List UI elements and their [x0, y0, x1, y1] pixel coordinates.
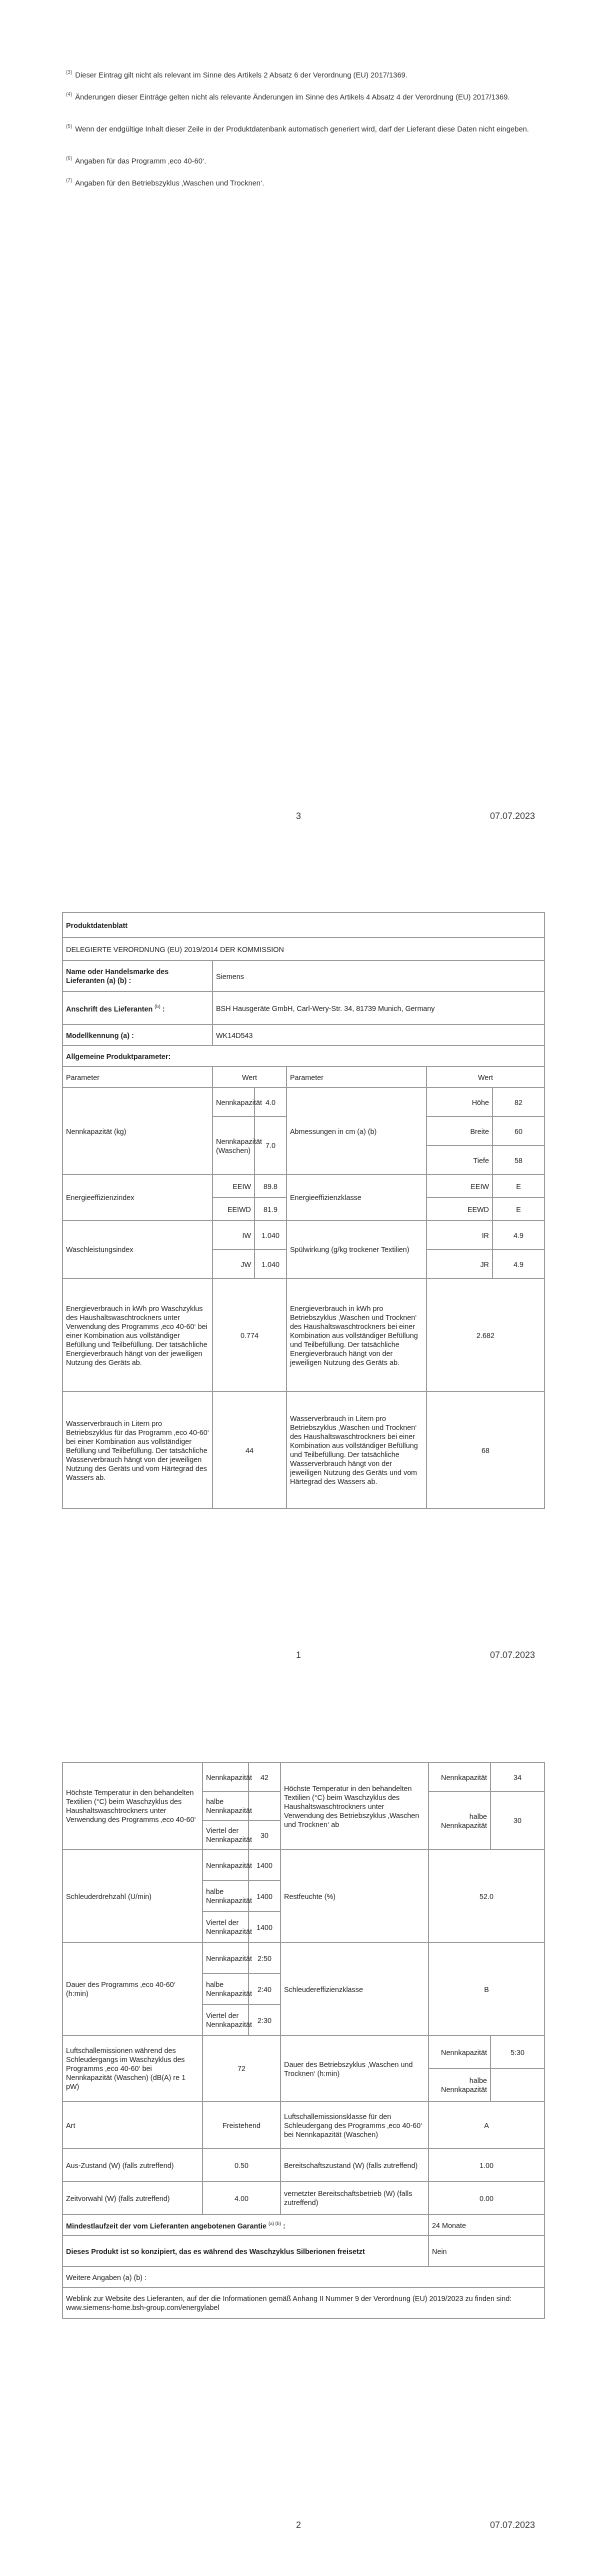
spin-rated-label: Nennkapazität [203, 1850, 249, 1881]
capacity-wash-label: Nennkapazität [213, 1088, 255, 1117]
footnote-number: (7) [66, 178, 73, 184]
energy-wash-label: Energieverbrauch in kWh pro Waschzyklus des Haushaltswaschtrockners unter Verwendung des Programms ‚eco 40-60‘ bei einer Kombination aus vollständiger Befüllung und Teilbefüllung. Der tatsächliche Energieverbrauch hängt von der jeweiligen Nutzung des Geräts ab. [63, 1279, 213, 1392]
footnote-3 [66, 68, 536, 80]
temp-wash-rated-label: Nennkapazität [203, 1763, 249, 1792]
eeiwd-label: EEIWD [213, 1198, 255, 1221]
temp-wash-half-value [249, 1792, 281, 1821]
ir-label: IR [427, 1221, 493, 1250]
model-row [63, 1025, 545, 1046]
eec-w-value: E [493, 1175, 545, 1198]
footnote-number: (3) [66, 70, 73, 76]
footnote-6 [66, 154, 536, 166]
col-param-2: Parameter [287, 1067, 427, 1088]
silver-ions-label: Dieses Produkt ist so konzipiert, das es während des Waschzyklus Silberionen freisetzt [63, 2236, 429, 2267]
col-value-2: Wert [427, 1067, 545, 1088]
warranty-label-text: Mindestlaufzeit der vom Lieferanten angebotenen Garantie [66, 2221, 267, 2231]
model-value: WK14D543 [213, 1025, 545, 1046]
temp-wd-rated-label: Nennkapazität [429, 1763, 491, 1792]
moisture-unit: (%) [324, 1891, 336, 1901]
networked-standby-value: 0.00 [429, 2182, 545, 2215]
capacity-wash-value: 4.0 [255, 1088, 287, 1117]
jr-label: JR [427, 1250, 493, 1279]
type-row [63, 2102, 545, 2149]
general-params-heading: Allgemeine Produktparameter: [63, 1046, 545, 1067]
noise-value: 72 [203, 2036, 281, 2102]
footnote-text: Änderungen dieser Einträge gelten nicht als relevante Änderungen im Sinne des Artikels 4 Absatz 4 der Verordnung (EU) 2017/1369. [75, 92, 510, 102]
page-product-sheet-continued [0, 1700, 603, 2560]
spin-quarter-label: Viertel der Nennkapazität [203, 1912, 249, 1943]
capacity-wd-label: Nennkapazität (Waschen) [213, 1117, 255, 1175]
standby-label: Bereitschaftszustand (W) (falls zutreffend) [281, 2149, 429, 2182]
moisture-label [281, 1850, 429, 1943]
dimensions-label: Abmessungen in cm (a) (b) [287, 1088, 427, 1175]
silver-ions-row [63, 2236, 545, 2267]
warranty-value: 24 Monate [429, 2215, 545, 2236]
capacity-wd-value: 7.0 [255, 1117, 287, 1175]
footnote-5 [66, 122, 536, 134]
delay-row [63, 2182, 545, 2215]
depth-label: Tiefe [427, 1146, 493, 1175]
delay-start-value: 4.00 [203, 2182, 281, 2215]
depth-value: 58 [493, 1146, 545, 1175]
page-product-sheet [0, 850, 603, 1700]
silver-ions-value: Nein [429, 2236, 545, 2267]
noise-label: Luftschallemissionen während des Schleudergangs im Waschzyklus des Programms ‚eco 40-60‘ bei Nennkapazität (Waschen) (dB(A) re 1 pW) [63, 2036, 203, 2102]
water-wash-label: Wasserverbrauch in Litern pro Betriebszyklus für das Programm ‚eco 40-60‘ bei einer Kombination aus vollständiger Befüllung und Teilbefüllung. Der tatsächliche Wasserverbrauch hängt von der jeweiligen Nutzung des Geräts und vom Härtegrad des Wassers ab. [63, 1392, 213, 1509]
sheet-title: Produktdatenblatt [63, 913, 545, 938]
footnote-number: (6) [66, 156, 73, 162]
spin-class-value: B [429, 1943, 545, 2036]
water-row [63, 1392, 545, 1509]
jw-value: 1.040 [255, 1250, 287, 1279]
duration-quarter-label: Viertel der Nennkapazität [203, 2005, 249, 2036]
type-value: Freistehend [203, 2102, 281, 2149]
jw-label: JW [213, 1250, 255, 1279]
width-label: Breite [427, 1117, 493, 1146]
title-row [63, 913, 545, 938]
address-row [63, 992, 545, 1025]
spin-unit: (U/min) [127, 1891, 152, 1901]
temp-wd-half-value: 30 [491, 1792, 545, 1850]
address-value: BSH Hausgeräte GmbH, Carl-Wery-Str. 34, 81739 Munich, Germany [213, 992, 545, 1025]
energy-row [63, 1279, 545, 1392]
capacity-row [63, 1088, 545, 1117]
address-label-text: Anschrift des Lieferanten [66, 1004, 153, 1014]
height-value: 82 [493, 1088, 545, 1117]
energy-wd-label: Energieverbrauch in kWh pro Betriebszyklus ‚Waschen und Trocknen‘ des Haushaltswaschtrockners bei einer Kombination aus vollständiger Befüllung und Teilbefüllung. Der tatsächliche Energieverbrauch hängt von der jeweiligen Nutzung des Geräts ab. [287, 1279, 427, 1392]
duration-wd-rated-label: Nennkapazität [429, 2036, 491, 2069]
eec-wd-label: EEWD [427, 1198, 493, 1221]
footnote-7 [66, 176, 536, 188]
duration-half-value: 2:40 [249, 1974, 281, 2005]
noise-row [63, 2036, 545, 2069]
off-mode-label: Aus-Zustand (W) (falls zutreffend) [63, 2149, 203, 2182]
spin-label [63, 1850, 203, 1943]
weblink-text: Weblink zur Website des Lieferanten, auf der die Informationen gemäß Anhang II Nummer 9 der Verordnung (EU) 2019/2023 zu finden sind: www.siemens-home.bsh-group.com/energylabel [63, 2288, 545, 2319]
temp-wash-quarter-label: Viertel der Nennkapazität [203, 1821, 249, 1850]
duration-wd-label: Dauer des Betriebszyklus ‚Waschen und Trocknen‘ (h:min) [281, 2036, 429, 2102]
wei-row [63, 1221, 545, 1250]
eec-w-label: EEIW [427, 1175, 493, 1198]
energy-wash-value: 0.774 [213, 1279, 287, 1392]
supplier-row [63, 961, 545, 992]
temp-wd-rated-value: 34 [491, 1763, 545, 1792]
eei-label: Energieeffizienzindex [63, 1175, 213, 1221]
product-data-table [62, 912, 545, 1509]
eeiwd-value: 81.9 [255, 1198, 287, 1221]
header-row [63, 1067, 545, 1088]
duration-row [63, 1943, 545, 1974]
further-info-row [63, 2267, 545, 2288]
supplier-label: Name oder Handelsmarke des Lieferanten (a) (b) : [63, 961, 213, 992]
eeiw-value: 89.8 [255, 1175, 287, 1198]
water-wd-label: Wasserverbrauch in Litern pro Betriebszyklus ‚Waschen und Trocknen‘ des Haushaltswaschtrockners bei einer Kombination aus vollständiger Befüllung und Teilbefüllung. Der tatsächliche Wasserverbrauch hängt von der jeweiligen Nutzung des Geräts und vom Härtegrad des Wassers ab. [287, 1392, 427, 1509]
water-wash-value: 44 [213, 1392, 287, 1509]
temp-wd-half-label: halbe Nennkapazität [429, 1792, 491, 1850]
eec-label: Energieeffizienzklasse [287, 1175, 427, 1221]
iw-label: IW [213, 1221, 255, 1250]
temp-wash-label: Höchste Temperatur in den behandelten Textilien (°C) beim Waschzyklus des Haushaltswaschtrockners unter Verwendung des Programms ‚eco 40-60‘ [63, 1763, 203, 1850]
temp-wash-rated-value: 42 [249, 1763, 281, 1792]
iw-value: 1.040 [255, 1221, 287, 1250]
regulation-row [63, 938, 545, 961]
page-date: 07.07.2023 [490, 2520, 536, 2530]
footnote-number: (4) [66, 92, 73, 98]
page-footnotes [0, 0, 603, 850]
height-label: Höhe [427, 1088, 493, 1117]
warranty-row [63, 2215, 545, 2236]
jr-value: 4.9 [493, 1250, 545, 1279]
duration-wd-rated-value: 5:30 [491, 2036, 545, 2069]
model-label: Modellkennung (a) : [63, 1025, 213, 1046]
temp-wd-label: Höchste Temperatur in den behandelten Textilien (°C) beim Waschzyklus des Haushaltswaschtrockners unter Verwendung des Betriebszyklus ‚Waschen und Trocknen‘ ab [281, 1763, 429, 1850]
type-label: Art [63, 2102, 203, 2149]
regulation-text: DELEGIERTE VERORDNUNG (EU) 2019/2014 DER KOMMISSION [63, 938, 545, 961]
networked-standby-label: vernetzter Bereitschaftsbetrieb (W) (falls zutreffend) [281, 2182, 429, 2215]
spin-label-text: Schleuderdrehzahl [66, 1891, 126, 1901]
page-number: 2 [296, 2520, 302, 2530]
temp-wash-quarter-value: 30 [249, 1821, 281, 1850]
moisture-label-text: Restfeuchte [284, 1891, 323, 1901]
standby-value: 1.00 [429, 2149, 545, 2182]
col-value-1: Wert [213, 1067, 287, 1088]
wei-label: Waschleistungsindex [63, 1221, 213, 1279]
footnote-text: Dieser Eintrag gilt nicht als relevant im Sinne des Artikels 2 Absatz 6 der Verordnung (EU) 2017/1369. [75, 70, 408, 80]
page-number: 3 [296, 811, 302, 821]
noise-class-label: Luftschallemissionsklasse für den Schleudergang des Programms ‚eco 40-60‘ bei Nennkapazität (Waschen) [281, 2102, 429, 2149]
eei-row [63, 1175, 545, 1198]
spin-half-label: halbe Nennkapazität [203, 1881, 249, 1912]
footnote-text: Angaben für den Betriebszyklus ‚Waschen und Trocknen‘. [75, 178, 265, 188]
ir-value: 4.9 [493, 1221, 545, 1250]
duration-quarter-value: 2:30 [249, 2005, 281, 2036]
temp-wash-half-label: halbe Nennkapazität [203, 1792, 249, 1821]
page-number: 1 [296, 1650, 302, 1660]
temp-row [63, 1763, 545, 1792]
duration-half-label: halbe Nennkapazität [203, 1974, 249, 2005]
off-mode-value: 0.50 [203, 2149, 281, 2182]
delay-start-label: Zeitvorwahl (W) (falls zutreffend) [63, 2182, 203, 2215]
eeiw-label: EEIW [213, 1175, 255, 1198]
address-sup: (b) [154, 1004, 161, 1010]
capacity-label: Nennkapazität (kg) [63, 1088, 213, 1175]
duration-wd-half-value [491, 2069, 545, 2102]
spin-quarter-value: 1400 [249, 1912, 281, 1943]
warranty-sup: (a) (b) [268, 2221, 281, 2227]
footnote-number: (5) [66, 124, 73, 130]
page-date: 07.07.2023 [490, 811, 536, 821]
duration-label: Dauer des Programms ‚eco 40-60‘ (h:min) [63, 1943, 203, 2036]
duration-wd-half-label: halbe Nennkapazität [429, 2069, 491, 2102]
footnote-text: Wenn der endgültige Inhalt dieser Zeile in der Produktdatenbank automatisch generiert wird, darf der Lieferant diese Daten nicht eingeben. [75, 124, 529, 134]
duration-rated-value: 2:50 [249, 1943, 281, 1974]
weblink-row [63, 2288, 545, 2319]
rinse-label: Spülwirkung (g/kg trockener Textilien) [287, 1221, 427, 1279]
footnote-4 [66, 90, 536, 102]
further-info-label: Weitere Angaben (a) (b) : [63, 2267, 545, 2288]
general-params-row [63, 1046, 545, 1067]
water-wd-value: 68 [427, 1392, 545, 1509]
duration-rated-label: Nennkapazität [203, 1943, 249, 1974]
col-param-1: Parameter [63, 1067, 213, 1088]
spin-rated-value: 1400 [249, 1850, 281, 1881]
footnote-text: Angaben für das Programm ‚eco 40-60‘. [75, 156, 207, 166]
energy-wd-value: 2.682 [427, 1279, 545, 1392]
spin-class-label: Schleudereffizienzklasse [281, 1943, 429, 2036]
warranty-label: Mindestlaufzeit der vom Lieferanten angebotenen Garantie $^{(a) (b)}$ : [63, 2215, 429, 2236]
spin-half-value: 1400 [249, 1881, 281, 1912]
page-date: 07.07.2023 [490, 1650, 536, 1660]
spin-row [63, 1850, 545, 1881]
noise-class-value: A [429, 2102, 545, 2149]
moisture-value: 52.0 [429, 1850, 545, 1943]
off-mode-row [63, 2149, 545, 2182]
width-value: 60 [493, 1117, 545, 1146]
address-label: Anschrift des Lieferanten $^{(b)}$ : [63, 992, 213, 1025]
product-data-table-2 [62, 1762, 545, 2319]
supplier-value: Siemens [213, 961, 545, 992]
eec-wd-value: E [493, 1198, 545, 1221]
